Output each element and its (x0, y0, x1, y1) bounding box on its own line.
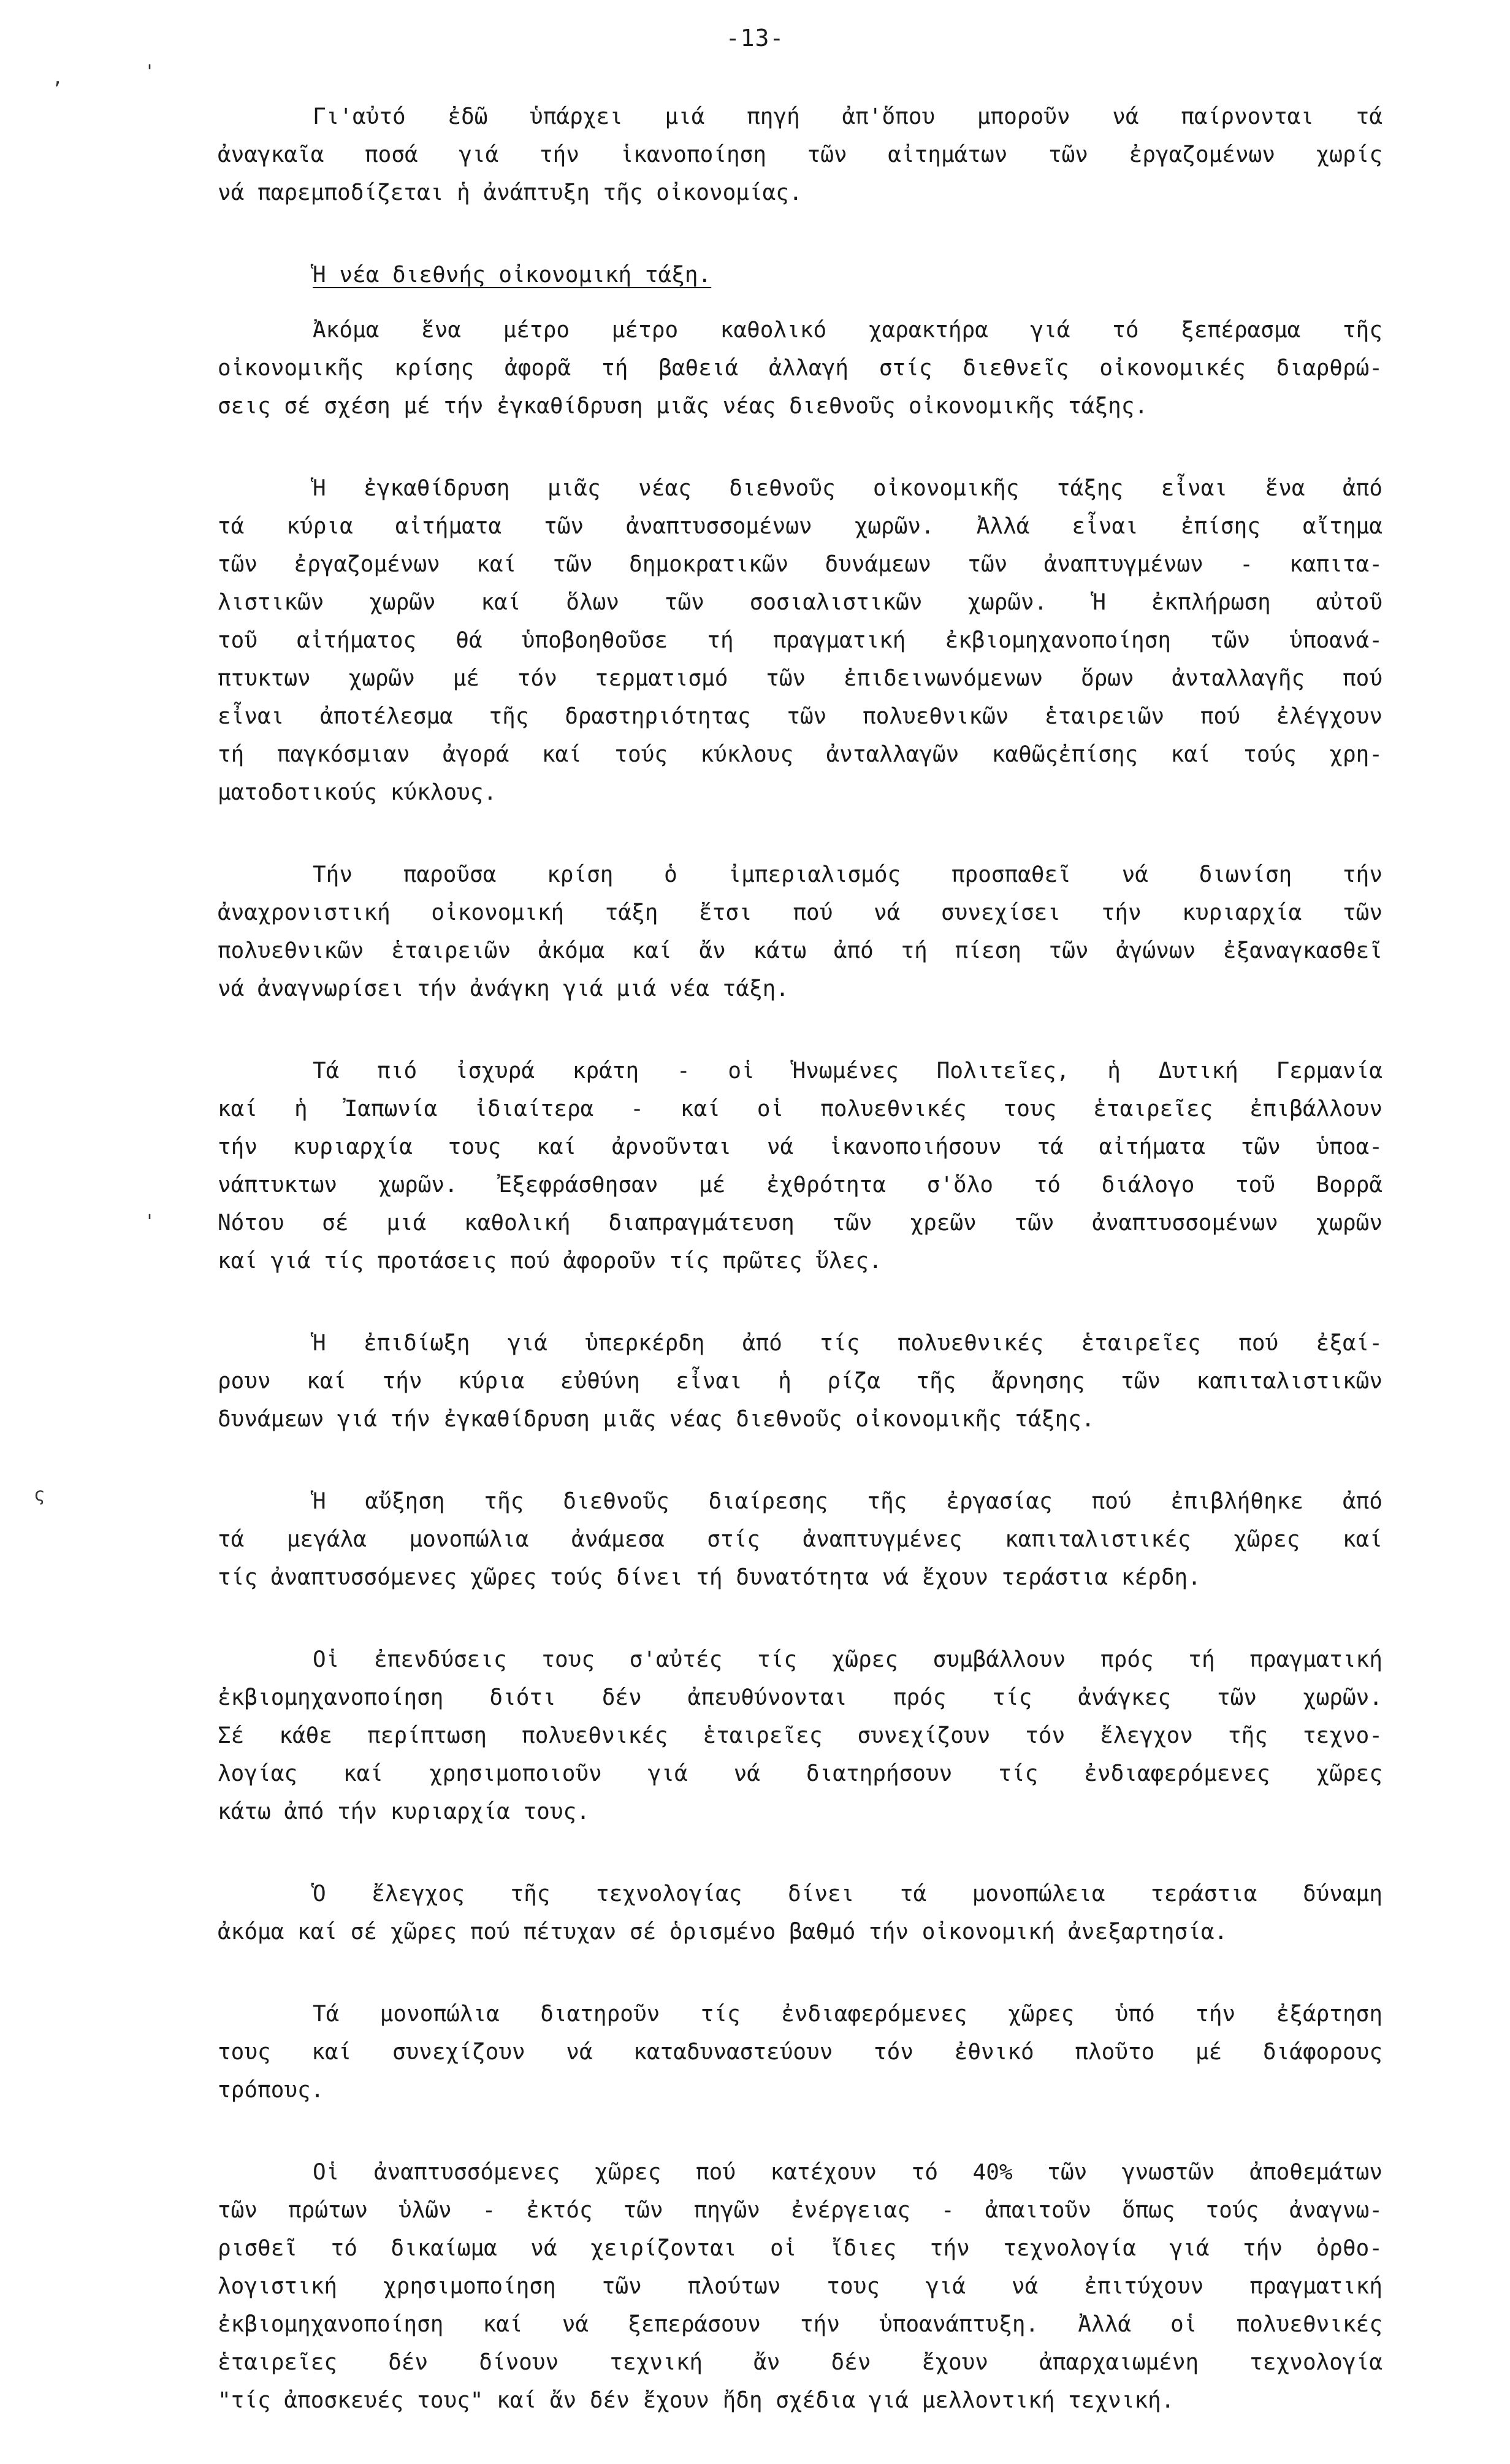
paragraph (218, 1052, 1382, 1280)
text-line: Τά πιό ἰσχυρά κράτη - οἱ Ἡνωμένες Πολιτεῖες, ἡ Δυτική Γερμανία (313, 1058, 1382, 1084)
text-line: καί ἡ Ἰαπωνία ἰδιαίτερα - καί οἱ πολυεθνικές τους ἑταιρεῖες ἐπιβάλλουν (218, 1096, 1382, 1122)
text-line: ἐκβιομηχανοποίηση διότι δέν ἀπευθύνονται πρός τίς ἀνάγκες τῶν χωρῶν. (218, 1685, 1382, 1710)
text-line: νά παρεμποδίζεται ἡ ἀνάπτυξη τῆς οἰκονομίας. (218, 180, 803, 205)
text-line: σεις σέ σχέση μέ τήν ἐγκαθίδρυση μιᾶς νέας διεθνοῦς οἰκονομικῆς τάξης. (218, 394, 1148, 419)
paragraph (218, 2154, 1382, 2420)
text-line: δυνάμεων γιά τήν ἐγκαθίδρυση μιᾶς νέας διεθνοῦς οἰκονομικῆς τάξης. (218, 1407, 1095, 1432)
text-line: ἑταιρεῖες δέν δίνουν τεχνική ἄν δέν ἔχουν ἀπαρχαιωμένη τεχνολογία (218, 2350, 1382, 2375)
text-line: πτυκτων χωρῶν μέ τόν τερματισμό τῶν ἐπιδεινωνόμενων ὅρων ἀνταλλαγῆς πού (218, 666, 1382, 691)
text-line: ἀναγκαῖα ποσά γιά τήν ἱκανοποίηση τῶν αἰτημάτων τῶν ἐργαζομένων χωρίς (218, 142, 1382, 167)
text-line: νά ἀναγνωρίσει τήν ἀνάγκη γιά μιά νέα τάξη. (218, 976, 789, 1001)
text-line: καί γιά τίς προτάσεις πού ἀφοροῦν τίς πρῶτες ὕλες. (218, 1249, 882, 1274)
text-line: ἀκόμα καί σέ χῶρες πού πέτυχαν σέ ὁρισμένο βαθμό τήν οἰκονομική ἀνεξαρτησία. (218, 1919, 1228, 1945)
text-line: τά μεγάλα μονοπώλια ἀνάμεσα στίς ἀναπτυγμένες καπιταλιστικές χῶρες καί (218, 1527, 1382, 1552)
section-heading (218, 256, 1382, 294)
text-line: Οἱ ἐπενδύσεις τους σ'αὐτές τίς χῶρες συμβάλλουν πρός τή πραγματική (313, 1647, 1382, 1672)
paragraph (218, 1325, 1382, 1439)
text-line: τους καί συνεχίζουν νά καταδυναστεύουν τόν ἐθνικό πλοῦτο μέ διάφορους (218, 2040, 1382, 2065)
paragraph (218, 1995, 1382, 2110)
margin-mark: ς (34, 1484, 45, 1506)
text-line: Ἡ ἐπιδίωξη γιά ὑπερκέρδη ἀπό τίς πολυεθνικές ἑταιρεῖες πού ἐξαί- (313, 1331, 1382, 1356)
text-line: Ἡ νέα διεθνής οἰκονομική τάξη. (313, 262, 712, 288)
text-line: ρουν καί τήν κύρια εὐθύνη εἶναι ἡ ρίζα τῆς ἄρνησης τῶν καπιταλιστικῶν (218, 1369, 1382, 1394)
text-line: τίς ἀναπτυσσόμενες χῶρες τούς δίνει τή δυνατότητα νά ἔχουν τεράστια κέρδη. (218, 1565, 1201, 1590)
text-line: Ἀκόμα ἕνα μέτρο μέτρο καθολικό χαρακτήρα γιά τό ξεπέρασμα τῆς (313, 318, 1382, 343)
text-line: Γι'αὐτό ἐδῶ ὑπάρχει μιά πηγή ἀπ'ὅπου μποροῦν νά παίρνονται τά (313, 104, 1382, 129)
paragraph (218, 312, 1382, 426)
text-line: τῶν ἐργαζομένων καί τῶν δημοκρατικῶν δυνάμεων τῶν ἀναπτυγμένων - καπιτα- (218, 552, 1382, 577)
paragraph (218, 1875, 1382, 1951)
text-line: τῶν πρώτων ὑλῶν - ἐκτός τῶν πηγῶν ἐνέργειας - ἀπαιτοῦν ὅπως τούς ἀναγνω- (218, 2198, 1382, 2223)
paragraph (218, 1483, 1382, 1597)
text-line: Σέ κάθε περίπτωση πολυεθνικές ἑταιρεῖες συνεχίζουν τόν ἔλεγχον τῆς τεχνο- (218, 1723, 1382, 1748)
text-line: Τήν παροῦσα κρίση ὁ ἰμπεριαλισμός προσπαθεῖ νά διωνίση τήν (313, 862, 1382, 887)
paragraph (218, 1641, 1382, 1831)
text-line: οἰκονομικῆς κρίσης ἀφορᾶ τή βαθειά ἀλλαγή στίς διεθνεῖς οἰκονομικές διαρθρώ- (218, 356, 1382, 381)
text-line: ἐκβιομηχανοποίηση καί νά ξεπεράσουν τήν ὑποανάπτυξη. Ἀλλά οἱ πολυεθνικές (218, 2312, 1382, 2337)
paragraph (218, 470, 1382, 812)
text-line: λογιστική χρησιμοποίηση τῶν πλούτων τους γιά νά ἐπιτύχουν πραγματική (218, 2274, 1382, 2299)
text-line: πολυεθνικῶν ἑταιρειῶν ἀκόμα καί ἄν κάτω ἀπό τή πίεση τῶν ἀγώνων ἐξαναγκασθεῖ (218, 938, 1382, 963)
text-line: λογίας καί χρησιμοποιοῦν γιά νά διατηρήσουν τίς ἐνδιαφερόμενες χῶρες (218, 1761, 1382, 1786)
margin-mark: ' (144, 1211, 156, 1233)
text-line: ρισθεῖ τό δικαίωμα νά χειρίζονται οἱ ἴδιες τήν τεχνολογία γιά τήν ὀρθο- (218, 2236, 1382, 2261)
document-body (218, 98, 1382, 2464)
text-line: ματοδοτικούς κύκλους. (218, 780, 497, 805)
text-line: Τά μονοπώλια διατηροῦν τίς ἐνδιαφερόμενες χῶρες ὑπό τήν ἐξάρτηση (313, 2002, 1382, 2027)
text-line: Ὁ ἔλεγχος τῆς τεχνολογίας δίνει τά μονοπώλεια τεράστια δύναμη (313, 1881, 1382, 1907)
text-line: κάτω ἀπό τήν κυριαρχία τους. (218, 1799, 590, 1824)
text-line: Ἡ αὔξηση τῆς διεθνοῦς διαίρεσης τῆς ἐργασίας πού ἐπιβλήθηκε ἀπό (313, 1489, 1382, 1514)
text-line: ἀναχρονιστική οἰκονομική τάξη ἔτσι πού νά συνεχίσει τήν κυριαρχία τῶν (218, 900, 1382, 925)
text-line: Οἱ ἀναπτυσσόμενες χῶρες πού κατέχουν τό 40% τῶν γνωστῶν ἀποθεμάτων (313, 2160, 1382, 2185)
paragraph (218, 98, 1382, 212)
text-line: τήν κυριαρχία τους καί ἀρνοῦνται νά ἱκανοποιήσουν τά αἰτήματα τῶν ὑποα- (218, 1134, 1382, 1160)
margin-mark: ' (144, 61, 156, 83)
text-line: τά κύρια αἰτήματα τῶν ἀναπτυσσομένων χωρῶν. Ἀλλά εἶναι ἐπίσης αἴτημα (218, 514, 1382, 539)
text-line: "τίς ἀποσκευές τους" καί ἄν δέν ἔχουν ἤδη σχέδια γιά μελλοντική τεχνική. (218, 2388, 1175, 2413)
page-number: -13- (725, 25, 785, 52)
text-line: νάπτυκτων χωρῶν. Ἐξεφράσθησαν μέ ἐχθρότητα σ'ὅλο τό διάλογο τοῦ Βορρᾶ (218, 1173, 1382, 1198)
text-line: τρόπους. (218, 2078, 324, 2103)
text-line: τή παγκόσμιαν ἀγορά καί τούς κύκλους ἀνταλλαγῶν καθῶςἐπίσης καί τούς χρη- (218, 742, 1382, 767)
text-line: λιστικῶν χωρῶν καί ὅλων τῶν σοσιαλιστικῶν χωρῶν. Ἡ ἐκπλήρωση αὐτοῦ (218, 590, 1382, 615)
margin-mark: , (52, 67, 64, 89)
paragraph (218, 856, 1382, 1008)
text-line: Ἡ ἐγκαθίδρυση μιᾶς νέας διεθνοῦς οἰκονομικῆς τάξης εἶναι ἕνα ἀπό (313, 476, 1382, 501)
text-line: Νότου σέ μιά καθολική διαπραγμάτευση τῶν χρεῶν τῶν ἀναπτυσσομένων χωρῶν (218, 1211, 1382, 1236)
text-line: εἶναι ἀποτέλεσμα τῆς δραστηριότητας τῶν πολυεθνικῶν ἑταιρειῶν πού ἐλέγχουν (218, 704, 1382, 729)
text-line: τοῦ αἰτήματος θά ὑποβοηθοῦσε τή πραγματική ἐκβιομηχανοποίηση τῶν ὑποανά- (218, 628, 1382, 653)
